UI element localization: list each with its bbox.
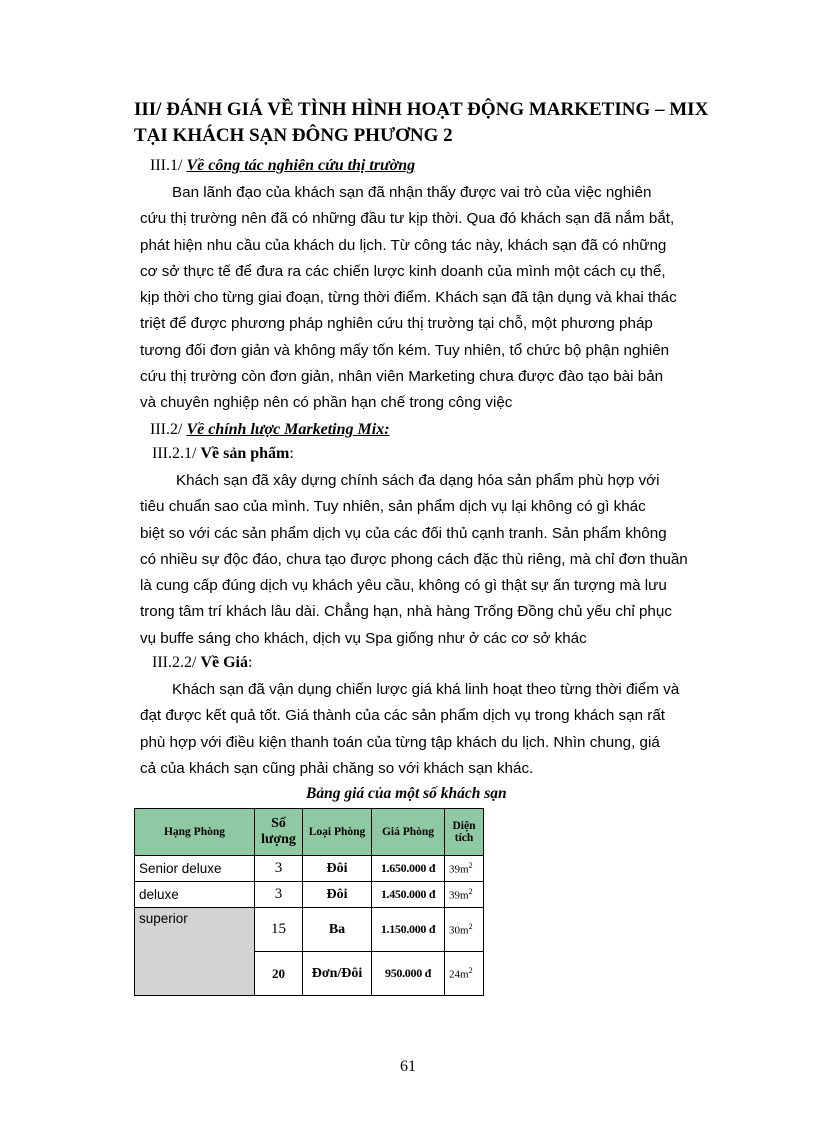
header-room-class: Hạng Phòng (135, 809, 255, 856)
paragraph-line: triệt để được phương pháp nghiên cứu thị trường tại chỗ, một phương pháp (140, 315, 653, 333)
table-caption: Bảng giá của một số khách sạn (306, 785, 507, 802)
cell-area (445, 952, 484, 996)
paragraph-line: cứu thị trường còn đơn giản, nhân viên Marketing chưa được đào tạo bài bản (140, 368, 664, 386)
area-unit: 2 (468, 887, 473, 897)
heading-line-1: III/ ĐÁNH GIÁ VỀ TÌNH HÌNH HOẠT ĐỘNG MARKETING – MIX (134, 99, 709, 120)
cell-room-price: 1.450.000 đ (372, 882, 445, 908)
cell-room-price: 1.650.000 đ (372, 856, 445, 882)
cell-room-price: 950.000 đ (372, 952, 445, 996)
cell-area (445, 882, 484, 908)
subsection-title: Về công tác nghiên cứu thị trường (186, 157, 416, 174)
cell-room-type: Đôi (303, 882, 372, 908)
cell-quantity: 3 (255, 882, 303, 908)
paragraph-line: biệt so với các sản phẩm dịch vụ của các đối thủ cạnh tranh. Sản phẩm không (140, 524, 667, 542)
paragraph-line: trong tâm trí khách lâu dài. Chẳng hạn, nhà hàng Trống Đồng chủ yếu chỉ phục (140, 603, 672, 621)
subsection-3-2-2 (152, 654, 252, 672)
paragraph-line: cả của khách sạn cũng phải chăng so với khách sạn khác. (140, 759, 534, 777)
subsection-number: III.2.1/ (152, 445, 197, 462)
table-header-row (135, 809, 484, 856)
subsection-title: Về chính lược Marketing Mix: (186, 421, 390, 438)
area-unit: 2 (468, 922, 473, 932)
header-quantity: Số lượng (255, 809, 303, 856)
subsection-3-2 (150, 421, 390, 439)
cell-room-type: Đơn/Đôi (303, 952, 372, 996)
subsection-number: III.1/ (150, 157, 183, 174)
cell-quantity: 15 (255, 908, 303, 952)
area-value: 39m (449, 889, 469, 902)
paragraph-line: và chuyên nghiệp nên có phần hạn chế trong công việc (140, 394, 513, 412)
header-room-type: Loại Phòng (303, 809, 372, 856)
paragraph-line: tương đối đơn giản và không mấy tốn kém. Tuy nhiên, tổ chức bộ phận nghiên (140, 341, 670, 359)
area-value: 30m (449, 924, 469, 937)
cell-quantity: 20 (255, 952, 303, 996)
subsection-suffix: : (247, 654, 253, 671)
subsection-3-2-1 (152, 445, 294, 463)
cell-room-class: Senior deluxe (135, 856, 255, 882)
paragraph-line: tiêu chuẩn sao của mình. Tuy nhiên, sản phẩm dịch vụ lại không có gì khác (140, 498, 646, 516)
paragraph-line: phát hiện nhu cầu của khách du lịch. Từ công tác này, khách sạn đã có những (140, 236, 667, 254)
header-area: Diện tích (445, 809, 484, 856)
cell-quantity: 3 (255, 856, 303, 882)
subsection-title: Về sản phẩm (200, 445, 290, 462)
paragraph-line: kịp thời cho từng giai đoạn, từng thời điểm. Khách sạn đã tận dụng và khai thác (140, 289, 677, 307)
paragraph-line: đạt được kết quả tốt. Giá thành của các sản phẩm dịch vụ trong khách sạn rất (140, 707, 665, 725)
subsection-title: Về Giá (200, 654, 248, 671)
section-heading (134, 97, 734, 149)
cell-room-price: 1.150.000 đ (372, 908, 445, 952)
paragraph-line: Ban lãnh đạo của khách sạn đã nhận thấy được vai trò của việc nghiên (172, 184, 652, 201)
paragraph-product (140, 468, 706, 652)
heading-line-2: TẠI KHÁCH SẠN ĐÔNG PHƯƠNG 2 (134, 125, 453, 146)
area-value: 24m (449, 968, 469, 981)
paragraph-line: Khách sạn đã xây dựng chính sách đa dạng hóa sản phẩm phù hợp với (176, 472, 660, 489)
cell-room-class: superior (135, 908, 255, 996)
price-table (134, 808, 484, 996)
paragraph-line: có nhiều sự độc đáo, chưa tạo được phong cách đặc thù riêng, mà chỉ đơn thuần (140, 550, 688, 568)
table-row (135, 856, 484, 882)
subsection-number: III.2/ (150, 421, 183, 438)
area-unit: 2 (468, 861, 473, 871)
table-row (135, 908, 484, 952)
area-unit: 2 (468, 966, 473, 976)
table-row (135, 882, 484, 908)
paragraph-line: phù hợp với điều kiện thanh toán của từng tập khách du lịch. Nhìn chung, giá (140, 733, 660, 751)
subsection-suffix: : (289, 445, 294, 462)
header-room-price: Giá Phòng (372, 809, 445, 856)
paragraph-line: cơ sở thực tế để đưa ra các chiến lược kinh doanh của mình một cách cụ thể, (140, 262, 666, 280)
cell-room-type: Đôi (303, 856, 372, 882)
paragraph-market-research (140, 180, 706, 417)
area-value: 39m (449, 863, 469, 876)
paragraph-line: Khách sạn đã vận dụng chiến lược giá khá linh hoạt theo từng thời điểm và (172, 681, 680, 698)
cell-room-class: deluxe (135, 882, 255, 908)
cell-area (445, 856, 484, 882)
paragraph-price (140, 677, 706, 782)
cell-room-type: Ba (303, 908, 372, 952)
subsection-3-1 (150, 157, 415, 175)
paragraph-line: cứu thị trường nên đã có những đầu tư kịp thời. Qua đó khách sạn đã nắm bắt, (140, 210, 675, 228)
cell-area (445, 908, 484, 952)
page-number: 61 (400, 1058, 416, 1075)
paragraph-line: vụ buffe sáng cho khách, dịch vụ Spa giống như ở các cơ sở khác (140, 629, 587, 647)
subsection-number: III.2.2/ (152, 654, 197, 671)
paragraph-line: là cung cấp đúng dịch vụ khách yêu cầu, không có gì thật sự ấn tượng mà lưu (140, 577, 667, 595)
